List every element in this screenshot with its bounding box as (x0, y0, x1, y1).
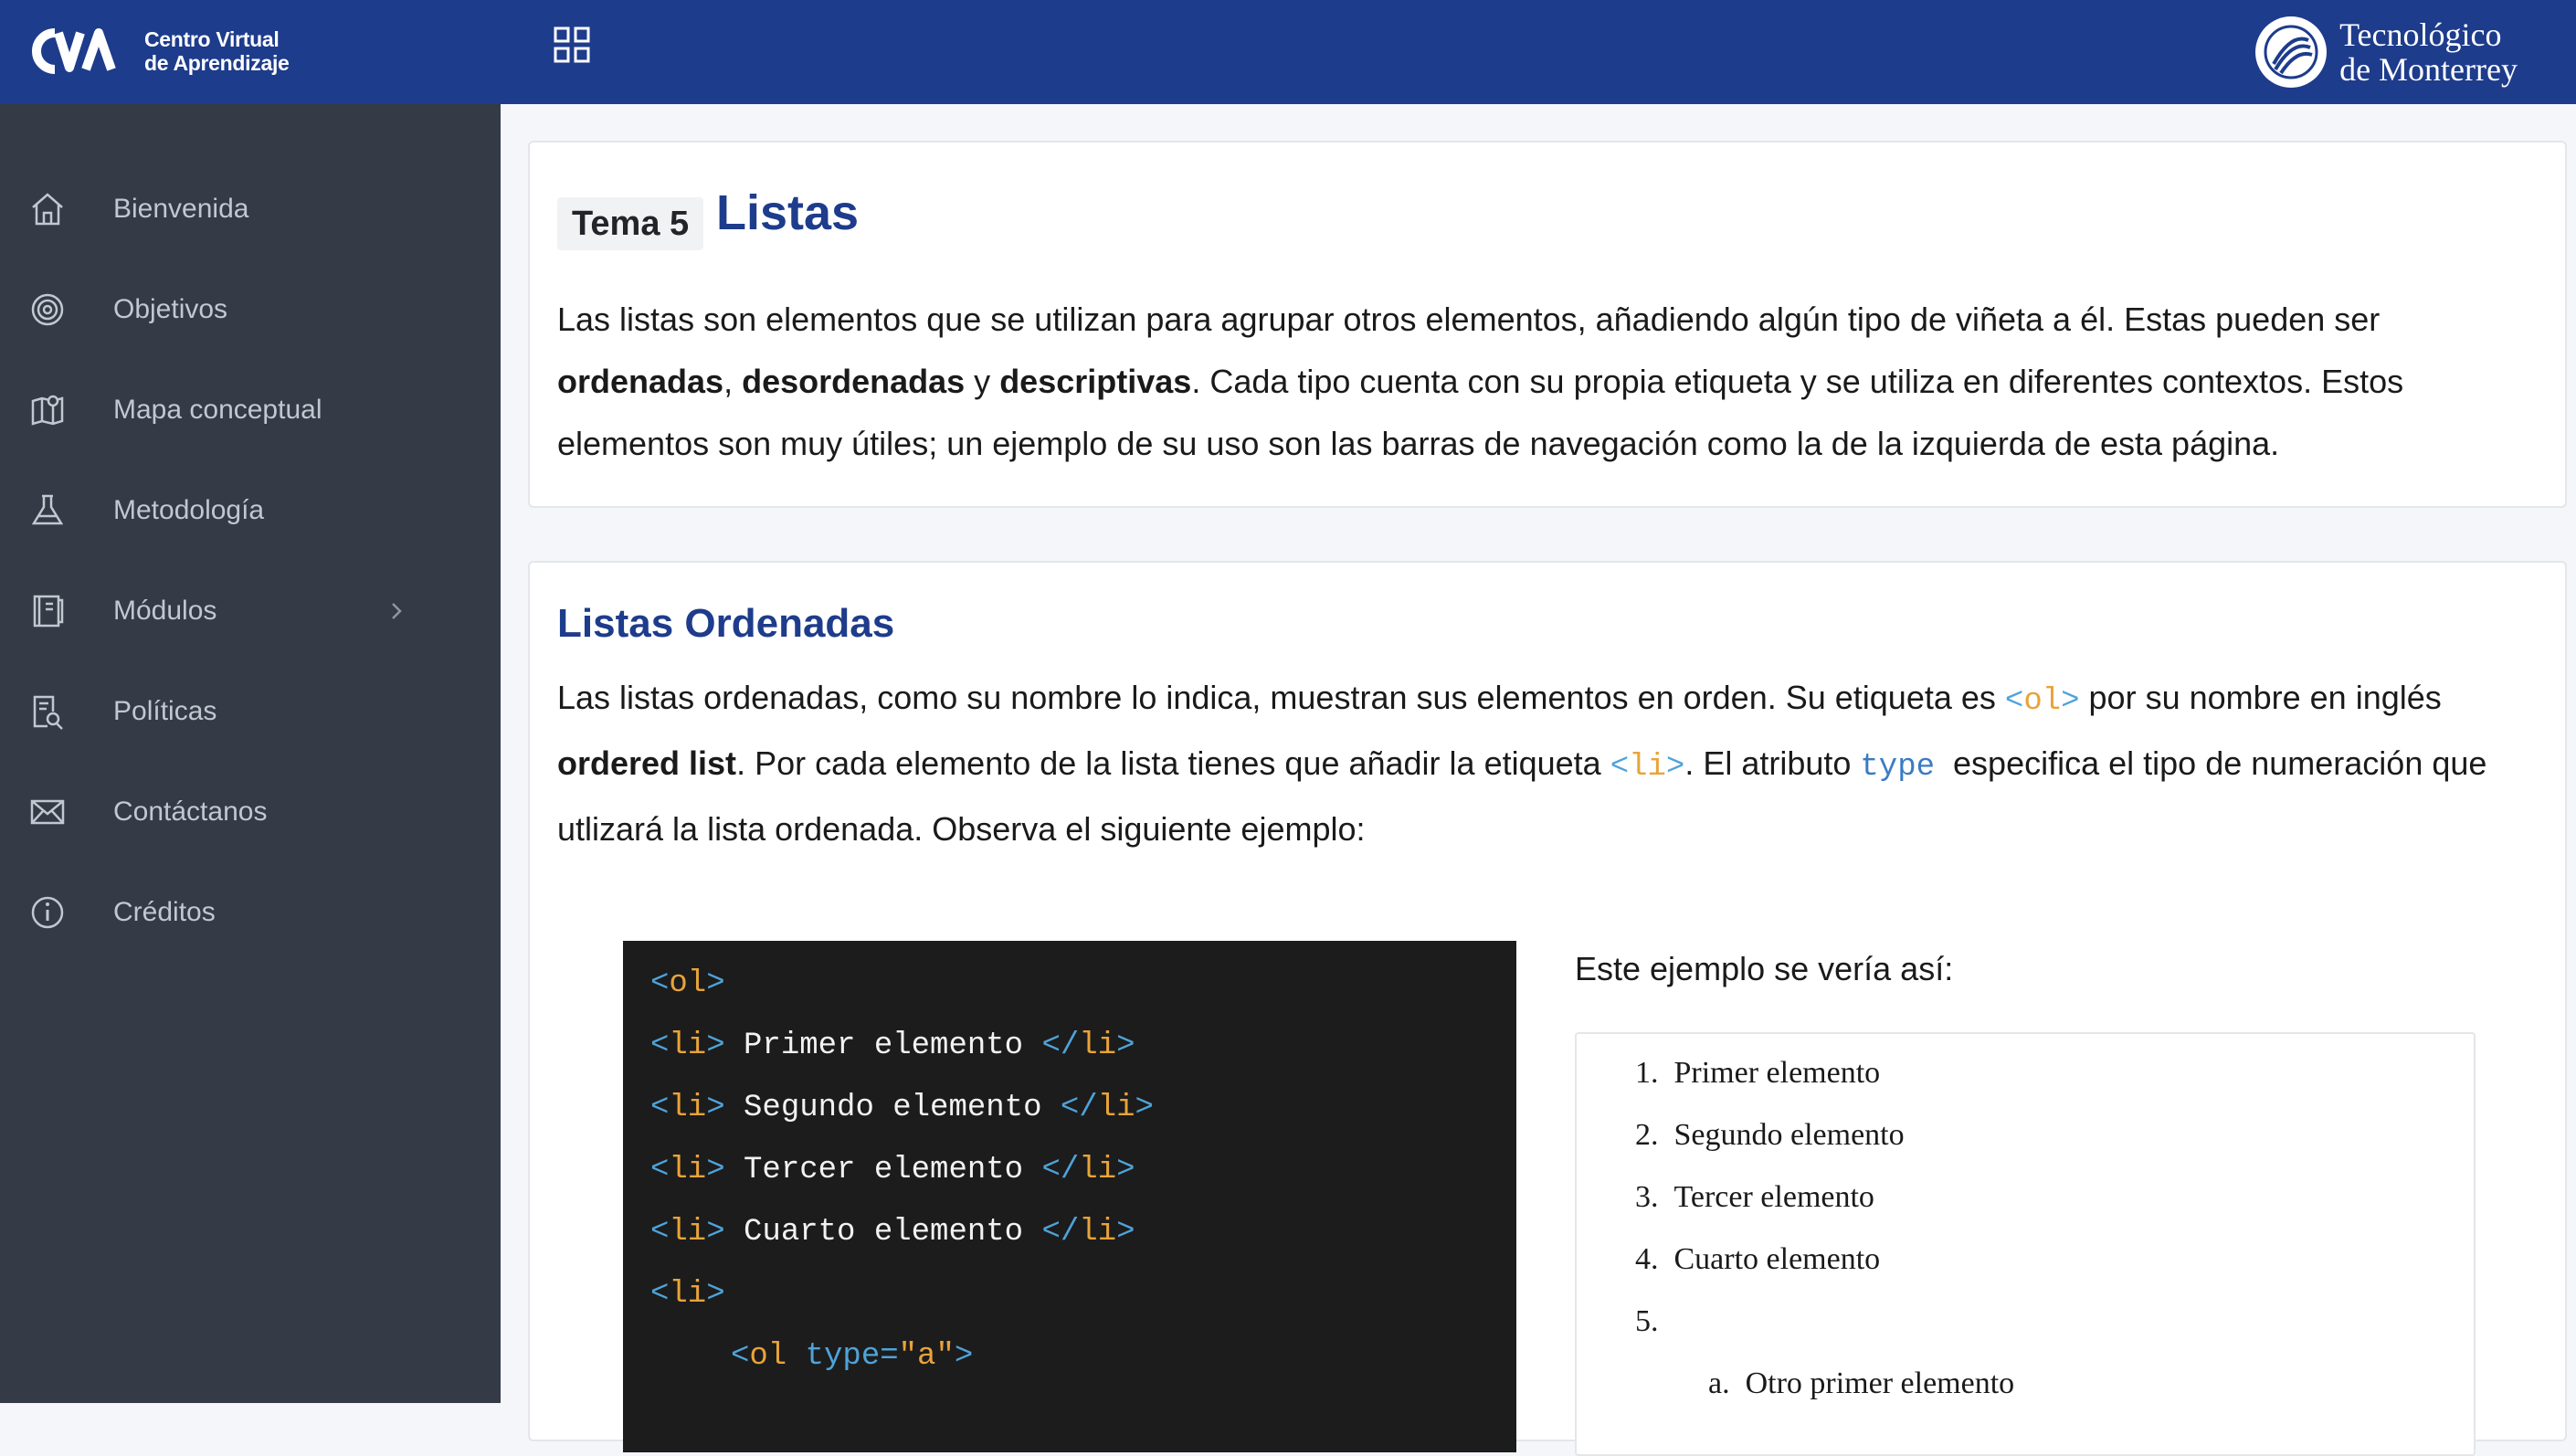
target-icon (27, 290, 68, 330)
code-line: <li> Primer elemento </li> (650, 1029, 1135, 1063)
example-preview-box (1575, 1032, 2476, 1456)
list-item: 1. Primer elemento (1635, 1056, 1881, 1090)
cva-name-line1: Centro Virtual (144, 27, 280, 51)
chevron-right-icon[interactable] (387, 598, 406, 624)
tema-badge: Tema 5 (557, 197, 703, 250)
sidebar-item-politicas[interactable] (0, 661, 501, 762)
code-example-block (623, 941, 1516, 1452)
code-line: <li> Segundo elemento </li> (650, 1091, 1154, 1125)
tec-name-line1: Tecnológico (2339, 16, 2502, 53)
page-title: Listas (716, 185, 860, 240)
cva-logo-mark (27, 27, 126, 75)
code-line: <ol> (650, 966, 725, 1001)
book-icon (27, 591, 68, 631)
apps-grid-icon[interactable] (548, 21, 596, 69)
cva-logo[interactable] (27, 16, 290, 86)
sidebar-item-label: Metodología (113, 495, 265, 525)
sub-list-item: a. Otro primer elemento (1708, 1366, 2015, 1400)
code-line: <ol type="a"> (731, 1339, 974, 1374)
envelope-icon (27, 792, 68, 832)
tec-seal-icon (2255, 16, 2327, 88)
list-item: 3. Tercer elemento (1635, 1180, 1874, 1214)
inline-code-ol: <ol> (2004, 684, 2080, 719)
sidebar (0, 104, 501, 1403)
sidebar-item-label: Módulos (113, 596, 217, 626)
list-item: 5. (1635, 1304, 1659, 1338)
list-item: 2. Segundo elemento (1635, 1118, 1905, 1152)
intro-card (528, 141, 2567, 508)
sidebar-item-objetivos[interactable] (0, 259, 501, 360)
sidebar-item-label: Bienvenida (113, 194, 249, 224)
sidebar-item-label: Créditos (113, 897, 216, 927)
inline-code-type: type (1860, 750, 1936, 785)
code-line: <li> Cuarto elemento </li> (650, 1215, 1135, 1250)
sidebar-item-mapa-conceptual[interactable] (0, 360, 501, 460)
inline-code-li: <li> (1610, 750, 1685, 785)
map-icon (27, 390, 68, 430)
section-title: Listas Ordenadas (557, 601, 895, 646)
sidebar-item-label: Políticas (113, 696, 217, 726)
sidebar-item-label: Mapa conceptual (113, 395, 322, 425)
sidebar-item-creditos[interactable] (0, 862, 501, 963)
sidebar-item-modulos[interactable] (0, 561, 501, 661)
sidebar-item-contactanos[interactable] (0, 762, 501, 862)
sidebar-item-label: Contáctanos (113, 797, 268, 827)
sidebar-item-metodologia[interactable] (0, 460, 501, 561)
code-line: <li> (650, 1277, 725, 1312)
flask-icon (27, 491, 68, 531)
code-line: <li> Tercer elemento </li> (650, 1153, 1135, 1187)
tec-monterrey-logo[interactable] (2255, 9, 2518, 95)
tec-name-line2: de Monterrey (2339, 51, 2518, 88)
example-label: Este ejemplo se vería así: (1575, 950, 1954, 987)
sidebar-item-label: Objetivos (113, 294, 228, 324)
ordered-lists-card (528, 561, 2567, 1441)
list-item: 4. Cuarto elemento (1635, 1242, 1881, 1276)
sidebar-item-bienvenida[interactable] (0, 159, 501, 259)
home-icon (27, 189, 68, 229)
ordered-lists-paragraph: Las listas ordenadas, como su nombre lo indica, muestran sus elementos en orden. Su etiqueta es <ol> por su nombre en inglés ordered list. Por cada elemento de la lista tienes que añadir la etiqueta <li>. El atributo type especifica el tipo de numeración que utlizará la lista ordenada. Observa el siguiente ejemplo: (557, 679, 2497, 848)
top-navbar (0, 0, 2576, 104)
info-icon (27, 892, 68, 933)
document-search-icon (27, 691, 68, 732)
cva-name-line2: de Aprendizaje (144, 51, 290, 75)
intro-paragraph: Las listas son elementos que se utilizan para agrupar otros elementos, añadiendo algún tipo de viñeta a él. Estas pueden ser ordenadas, desordenadas y descriptivas. Cada tipo cuenta con su propia etiqueta y se utiliza en diferentes contextos. Estos elementos son muy útiles; un ejemplo de su uso son las barras de navegación como la de la izquierda de esta página. (557, 301, 2404, 462)
